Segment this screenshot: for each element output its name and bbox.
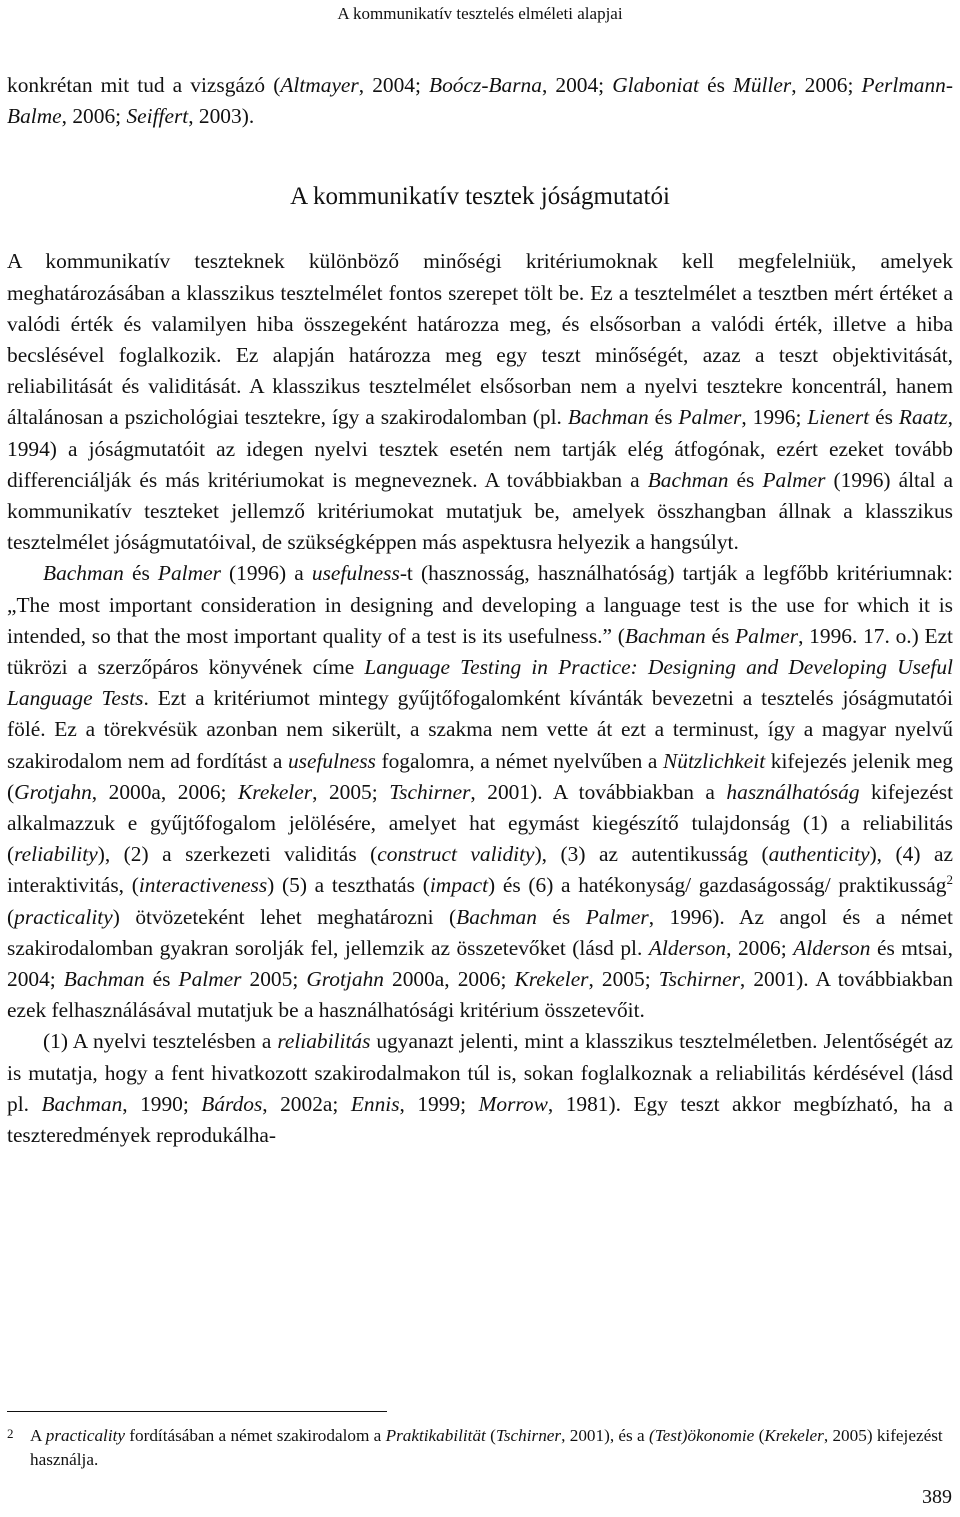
text-run: , 2004; [541, 73, 613, 97]
citation-author: Bachman [567, 405, 649, 430]
citation-author: Bachman [624, 623, 706, 648]
term-italic: Nützlichkeit [663, 748, 766, 773]
text-run: fordításában a német szakirodalom a [125, 1426, 386, 1445]
citation-author: Krekeler [764, 1426, 824, 1445]
term-italic: practicality [14, 904, 113, 929]
text-run: konkrétan mit tud a vizsgázó ( [7, 73, 281, 97]
section-title: A kommunikatív tesztek jóságmutatói [290, 183, 670, 211]
citation-author: Altmayer [280, 73, 359, 97]
text-run: ), (4) az interaktivitás, ( [7, 842, 953, 898]
citation-author: Alderson [648, 935, 727, 960]
text-run: ), (2) a szerkezeti validitás ( [97, 842, 378, 867]
citation-author: Palmer [735, 623, 799, 648]
term-italic: reliability [14, 842, 98, 867]
term-italic: használhatóság [726, 779, 860, 804]
page-number: 389 [922, 1486, 952, 1508]
text-run: , 1996). Az angol és a német szakirodalomban gyakran sorolják fel, jellemzik az összetevőket (lásd pl. [7, 904, 953, 960]
citation-author: Bachman [43, 561, 124, 586]
text-run: és [536, 904, 586, 929]
text-run: 2005; [241, 967, 307, 992]
term-italic: practicality [45, 1426, 125, 1445]
citation-author: Bachman [456, 904, 537, 929]
citation-author: Glaboniat [612, 73, 699, 97]
intro-paragraph [7, 70, 953, 132]
footnote-separator [7, 1411, 387, 1412]
citation-author: Tschirner [658, 967, 740, 992]
text-run: ( [754, 1426, 765, 1445]
term-italic: interactiveness [138, 873, 268, 898]
text-run: ) ötvözeteként lehet meghatározni ( [112, 904, 457, 929]
citation-author: Tschirner [389, 779, 471, 804]
citation-author: Palmer [585, 904, 649, 929]
running-header: A kommunikatív tesztelés elméleti alapjai [337, 4, 623, 23]
paragraph-1 [7, 246, 953, 558]
term-italic: Praktikabilität [385, 1426, 486, 1445]
body-text [7, 70, 953, 1151]
text-run: -t (hasznosság, használhatóság) tartják a legfőbb kritériumnak: „The most important consideration in designing and developing a language test is the use for which it is intended, so that the most important quality of a test is its usefulness.” ( [7, 561, 953, 648]
term-italic: usefulness [287, 748, 376, 773]
text-run: , 2006; [726, 935, 794, 960]
text-run: ( [7, 904, 15, 929]
text-run: és [869, 405, 899, 430]
term-italic: reliabilitás [277, 1029, 371, 1054]
text-run: ugyanazt jelenti, mint a klasszikus tesztelméletben. Jelentőségét az is mutatja, hogy a fent hivatkozott szakirodalmakon túl is, sokan foglalkoznak a reliabilitás kérdésével (lásd pl. [7, 1029, 953, 1116]
citation-author: Krekeler [238, 779, 313, 804]
text-run: , 2006; [61, 104, 127, 129]
text-run: A kommunikatív teszteknek különböző minőségi kritériumoknak kell megfelelniük, amelyek meghatározásában a klasszikus tesztelmélet fontos szerepet tölt be. Ez a tesztelmélet a tesztben mért értéket a valódi érték és valamilyen hiba összegeként határozza meg, és elsősorban a valódi érték, illetve a hiba becslésével foglalkozik. Ez alapján határozza meg egy teszt minőségét, azaz a teszt objektivitását, reliabilitását és validitását. A klasszikus tesztelmélet elsősorban nem a nyelvi tesztekre koncentrál, hanem általánosan a pszichológiai tesztekre, így a szakirodalomban (pl. [7, 249, 953, 430]
text-run: és [144, 967, 179, 992]
text-run: (1996) által a kommunikatív teszteket jellemző kritériumokat mutatjuk be, amelyek összhangban állnak a klasszikus tesztelmélet jóságmutatóival, de szükségképpen más aspektusra helyezik a hangsúlyt. [7, 467, 953, 555]
text-run: és [648, 405, 679, 430]
text-run: , 2005) kifejezést használja. [30, 1426, 943, 1469]
citation-author: Müller [733, 73, 792, 97]
text-run: , 1981). Egy teszt akkor megbízható, ha a teszteredmények reprodukálha- [7, 1091, 953, 1148]
footnote-text [7, 1424, 953, 1472]
footnote-reference[interactable]: 2 [946, 872, 953, 888]
text-run: ) (5) a teszthatás ( [267, 873, 430, 898]
text-run: ), (3) az autentikusság ( [534, 842, 769, 867]
text-run: , 2005; [312, 779, 390, 804]
text-run: A [30, 1426, 46, 1445]
citation-author: Ennis [350, 1091, 400, 1116]
citation-author: Palmer [178, 967, 242, 992]
citation-author: Raatz [898, 405, 948, 430]
text-run: és [698, 73, 733, 97]
text-run: , 2001), és a [561, 1426, 649, 1445]
text-run: ( [485, 1426, 496, 1445]
text-run: és [123, 561, 158, 586]
citation-author: Bachman [647, 467, 729, 492]
text-run: fogalomra, a német nyelvűben a [375, 748, 663, 773]
citation-author: Lienert [807, 405, 870, 430]
text-run: és [728, 467, 763, 492]
citation-author: Boócz-Barna [429, 73, 542, 97]
text-run: , 2001). A továbbiakban a [470, 779, 727, 804]
text-run: kifejezés jelenik meg ( [7, 748, 953, 804]
text-run: , 1990; [122, 1091, 202, 1116]
text-run: , 1994) a jóságmutatóit az idegen nyelvi tesztek esetén nem tartják elég átfogónak, ezért ezeket tovább differenciálják és más kritériumokat is megneveznek. A továbbiakban a [7, 405, 954, 492]
citation-author: Seiffert [126, 104, 189, 129]
citation-author: Alderson [793, 935, 871, 960]
citation-author: Palmer [157, 561, 221, 586]
citation-author: Morrow [478, 1091, 548, 1116]
text-run: kifejezést alkalmazzuk e gyűjtőfogalom jelölésére, amelyet hat egymást kiegészítő tulajdonság (1) a reliabilitás ( [7, 779, 954, 867]
term-italic: usefulness [311, 561, 400, 586]
footnote-mark: 2 [7, 1426, 14, 1441]
citation-author: Grotjahn [306, 967, 384, 992]
citation-author: Perlmann-Balme [7, 73, 953, 129]
text-run: , 2003). [188, 104, 255, 129]
citation-author: Palmer [678, 405, 742, 430]
citation-author: Bachman [41, 1091, 123, 1116]
text-run: , 1996. 17. o.) Ezt tükrözi a szerzőpáros könyvének címe [7, 623, 954, 680]
paragraph-2 [7, 558, 953, 1026]
text-run: , 2001). A továbbiakban ezek felhasználásával mutatjuk be a használhatósági kritérium összetevőit. [7, 967, 953, 1023]
text-run: , 2006; [791, 73, 862, 97]
footnote [7, 1424, 953, 1472]
text-run: és mtsai, 2004; [7, 935, 953, 992]
text-run: . Ezt a kritériumot mintegy gyűjtőfogalomként kívánták bevezetni a tesztelés jóságmutatói fölé. Ez a törekvésük azonban nem sikerült, a szakma nem vette át ezt a terminust, így a magyar nyelvű szakirodalom nem ad fordítást a [7, 686, 953, 773]
text-run: ) és (6) a hatékonyság/ gazdaságosság/ praktikusság [488, 873, 947, 898]
text-run: , 2002a; [262, 1091, 351, 1116]
text-run: , 1999; [399, 1091, 479, 1116]
text-run: , 2004; [358, 73, 430, 97]
citation-author: Palmer [762, 467, 826, 492]
citation-author: Krekeler [514, 967, 589, 992]
term-italic: impact [429, 873, 489, 898]
text-run: (1) A nyelvi tesztelésben a [43, 1029, 278, 1054]
term-italic: authenticity [768, 842, 870, 867]
text-run: , 1996; [741, 405, 808, 430]
text-run: és [705, 623, 736, 648]
text-run: , 2000a, 2006; [91, 779, 239, 804]
text-run: , 2005; [588, 967, 659, 992]
citation-author: Tschirner [495, 1426, 562, 1445]
text-run: 2000a, 2006; [383, 967, 515, 992]
paragraph-3 [7, 1026, 953, 1151]
book-title: Language Testing in Practice: Designing and Developing Useful Language Tests [7, 655, 953, 711]
term-italic: construct validity [377, 842, 535, 867]
term-italic: (Test)ökonomie [648, 1426, 755, 1445]
citation-author: Bachman [63, 967, 145, 992]
text-run: (1996) a [220, 561, 312, 586]
citation-author: Bárdos [201, 1091, 263, 1116]
citation-author: Grotjahn [14, 779, 92, 804]
